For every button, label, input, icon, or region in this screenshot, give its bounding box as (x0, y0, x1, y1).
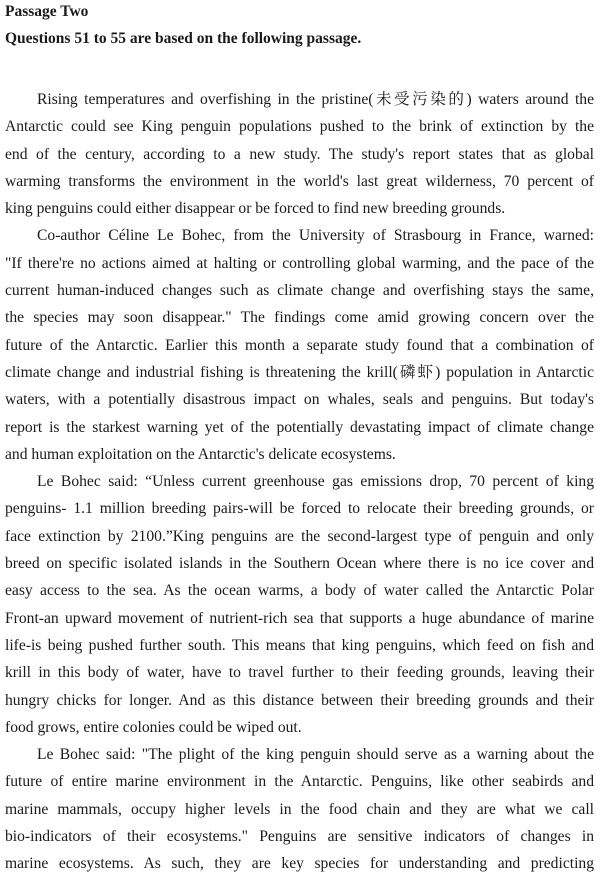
passage-line: Co-author Céline Le Bohec, from the University of Strasbourg in France, warned: (37, 227, 594, 245)
passage-body (5, 86, 594, 878)
passage-line: king penguins could either disappear or be forced to find new breeding grounds. (5, 200, 506, 218)
document-page (5, 0, 594, 878)
passage-line: and human exploitation on the Antarctic's delicate ecosystems. (5, 445, 396, 463)
passage-line: Le Bohec said: "The plight of the king penguin should serve as a warning about the (37, 746, 594, 764)
passage-line: end of the century, according to a new study. The study's report states that as global (5, 145, 594, 163)
passage-line: the species may soon disappear." The findings come amid growing concern over the (5, 309, 594, 327)
passage-line: hungry chicks for longer. And as this distance between their breeding grounds and their (5, 691, 594, 709)
passage-line: Le Bohec said: “Unless current greenhouse gas emissions drop, 70 percent of king (37, 473, 594, 491)
passage-line: marine ecosystems. As such, they are key species for understanding and predicting (5, 855, 594, 873)
passage-line: report is the starkest warning yet of the potentially devastating impact of climate change (5, 418, 594, 436)
passage-line: climate change and industrial fishing is threatening the krill(磷虾) population in Antarctic (5, 363, 594, 381)
passage-line: marine mammals, occupy higher levels in the food chain and they are what we call (5, 800, 594, 818)
passage-line: face extinction by 2100.”King penguins are the second-largest type of penguin and only (5, 527, 594, 545)
passage-line: bio-indicators of their ecosystems." Penguins are sensitive indicators of changes in (5, 828, 594, 846)
passage-line: current human-induced changes such as climate change and overfishing stays the same, (5, 282, 594, 300)
passage-line: waters, with a potentially disastrous impact on whales, seals and penguins. But today's (5, 391, 594, 409)
passage-line: Antarctic could see King penguin populations pushed to the brink of extinction by the (5, 118, 594, 136)
passage-line: krill in this body of water, have to travel further to their feeding grounds, leaving their (5, 664, 594, 682)
passage-line: food grows, entire colonies could be wiped out. (5, 718, 302, 736)
passage-line: future of entire marine environment in the Antarctic. Penguins, like other seabirds and (5, 773, 594, 791)
passage-line: easy access to the sea. As the ocean warms, a body of water called the Antarctic Polar (5, 582, 594, 600)
passage-line: Front-an upward movement of nutrient-rich sea that supports a huge abundance of marine (5, 609, 594, 627)
passage-line: future of the Antarctic. Earlier this month a separate study found that a combination of (5, 336, 594, 354)
passage-line: life-is being pushed further south. This means that king penguins, which feed on fish and (5, 636, 594, 654)
passage-line: penguins- 1.1 million breeding pairs-will be forced to relocate their breeding grounds, or (5, 500, 594, 518)
section-title: Passage Two (5, 3, 89, 20)
passage-line: breed on specific isolated islands in the Southern Ocean where there is no ice cover and (5, 555, 594, 573)
passage-line: Rising temperatures and overfishing in the pristine(未受污染的) waters around the (37, 91, 594, 108)
passage-line: "If there're no actions aimed at halting or controlling global warming, and the pace of the (5, 254, 594, 272)
questions-instruction: Questions 51 to 55 are based on the following passage. (5, 30, 362, 47)
passage-line: warming transforms the environment in the world's last great wilderness, 70 percent of (5, 172, 594, 190)
